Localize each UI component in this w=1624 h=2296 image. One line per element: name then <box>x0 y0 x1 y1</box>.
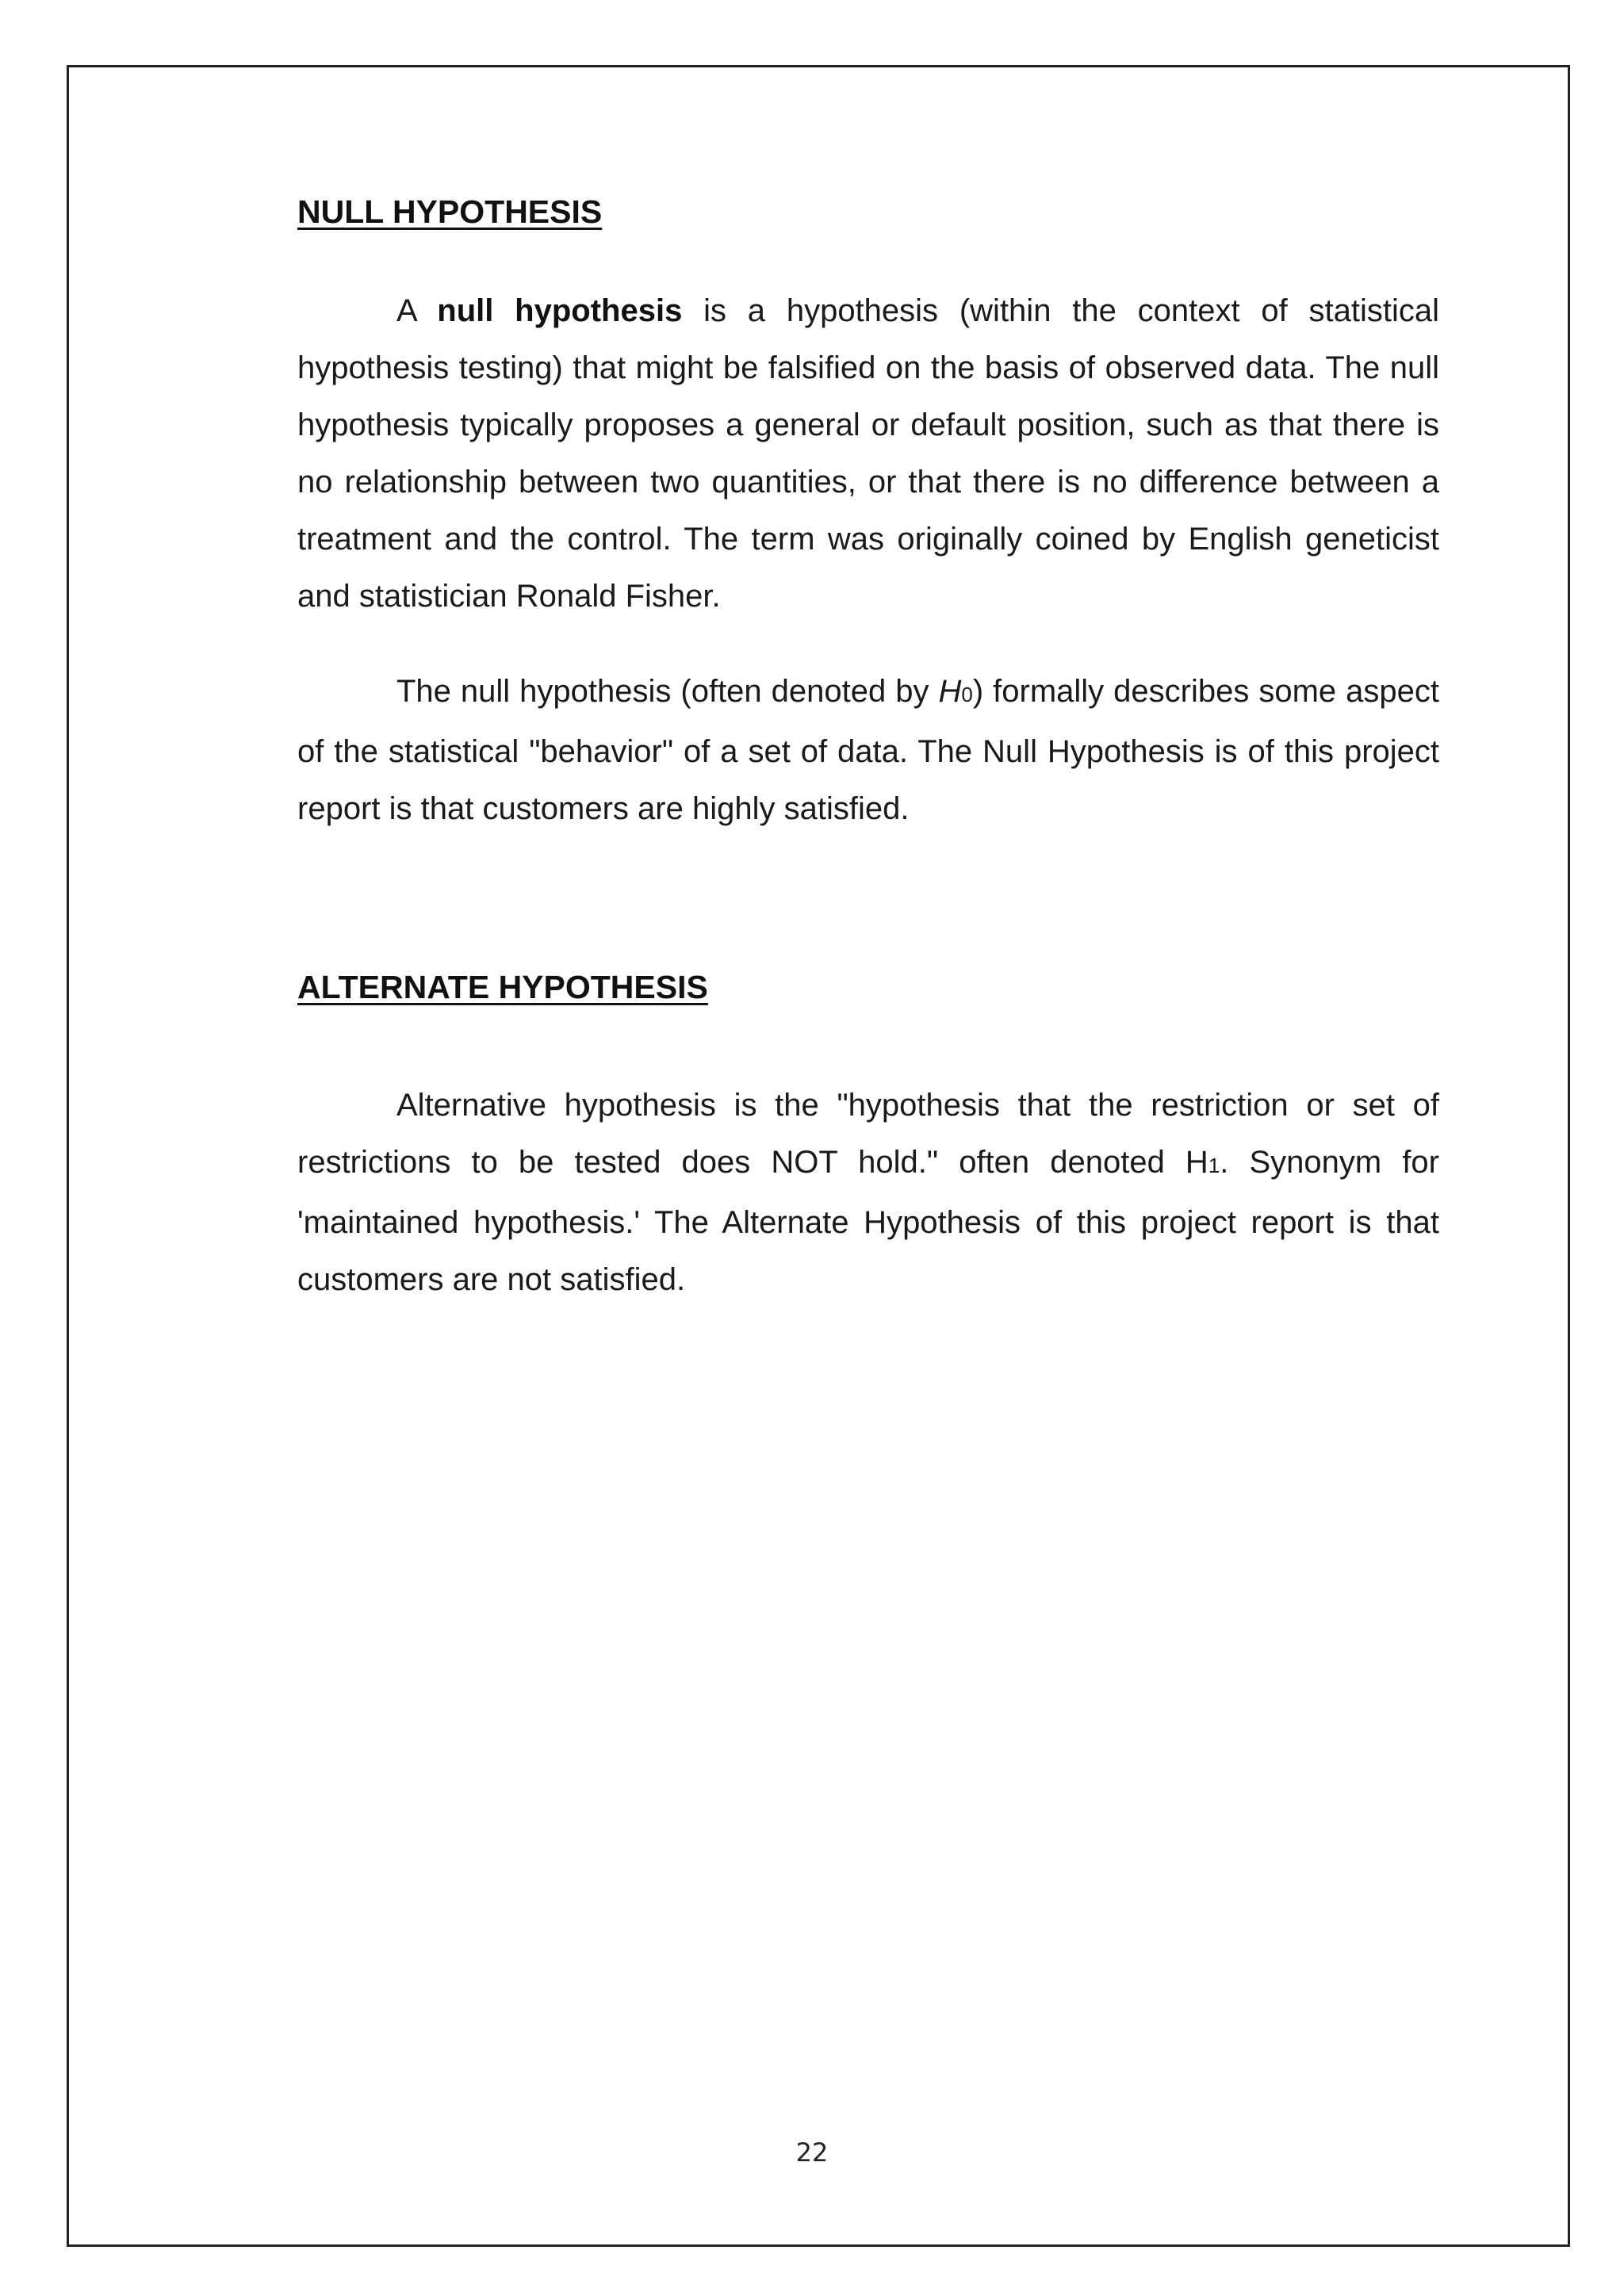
page-number: 22 <box>795 2137 829 2168</box>
h0-subscript: 0 <box>961 683 973 706</box>
para-body: is a hypothesis (within the context of statistical hypothesis testing) that might be falsified on the basis of observed data. The null hypothesis typically proposes a general or default position, such as that there is no relationship between two quantities, or that there is no difference between a treatment and the control. The term was originally coined by English geneticist and statistician Ronald Fisher. <box>297 293 1440 614</box>
h0-symbol: H <box>938 674 962 709</box>
alternate-hypothesis-paragraph <box>297 1077 1439 1308</box>
null-hypothesis-term: null hypothesis <box>437 293 683 328</box>
para-article: A <box>396 293 416 328</box>
para-body-before: The null hypothesis (often denoted by <box>396 674 929 709</box>
para-body-before: Alternative hypothesis is the "hypothesis that the restriction or set of restrictions to be tested does NOT hold." often denoted H <box>297 1088 1439 1180</box>
para-body-after: ) formally describes some aspect of the statistical "behavior" of a set of data. The Null Hypothesis is of this project report is that customers are highly satisfied. <box>297 674 1439 826</box>
null-hypothesis-heading: NULL HYPOTHESIS <box>297 193 603 230</box>
null-hypothesis-paragraph-1 <box>297 282 1439 625</box>
null-hypothesis-paragraph-2 <box>297 663 1439 837</box>
h1-subscript: 1 <box>1208 1154 1220 1177</box>
para-body-after: . Synonym for 'maintained hypothesis.' The Alternate Hypothesis of this project report is that customers are not satisfied. <box>297 1145 1440 1297</box>
alternate-hypothesis-heading: ALTERNATE HYPOTHESIS <box>297 969 708 1005</box>
